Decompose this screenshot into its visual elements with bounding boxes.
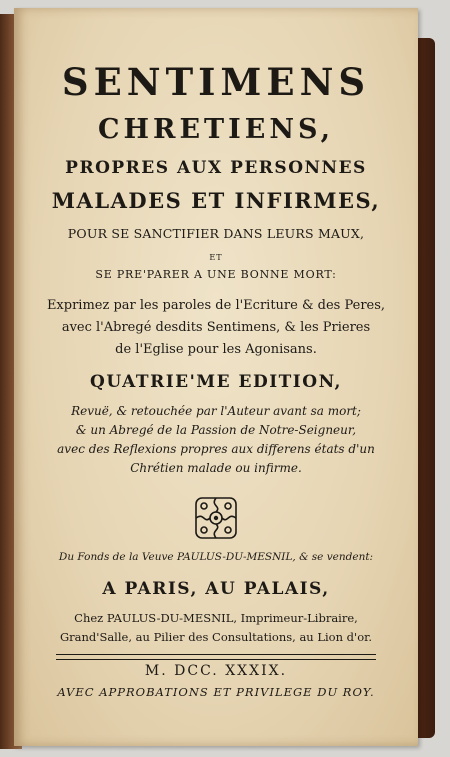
floral-ornament-icon: [192, 494, 240, 542]
title-malades: MALADES ET INFIRMES,: [51, 188, 381, 213]
title-pour: POUR SE SANCTIFIER DANS LEURS MAUX,: [67, 226, 365, 241]
title-preparer: SE PRE'PARER A UNE BONNE MORT:: [95, 268, 337, 281]
description-line-3: de l'Eglise pour les Agonisans.: [115, 342, 317, 357]
paris-line: A PARIS, AU PALAIS,: [102, 579, 330, 599]
approbations-line: AVEC APPROBATIONS ET PRIVILEGE DU ROY.: [57, 685, 375, 699]
description-line-1: Exprimez par les paroles de l'Ecriture & des Peres,: [46, 298, 386, 313]
title-propres: PROPRES AUX PERSONNES: [65, 158, 367, 178]
year-line: M. DCC. XXXIX.: [144, 663, 288, 679]
address-line: Grand'Salle, au Pilier des Consultations, au Lion d'or.: [59, 630, 373, 644]
fonds-line: Du Fonds de la Veuve PAULUS-DU-MESNIL, & se vendent:: [58, 551, 374, 563]
title-et: ET: [209, 253, 223, 262]
title-chretiens: CHRETIENS,: [98, 114, 334, 145]
title-sentimens: SENTIMENS: [61, 60, 371, 104]
title-page: [14, 8, 418, 746]
double-rule-divider: [56, 654, 376, 660]
description-line-2: avec l'Abregé desdits Sentimens, & les Prieres: [61, 320, 371, 335]
italic-line-4: Chrétien malade ou infirme.: [130, 461, 302, 475]
edition-line: QUATRIE'ME EDITION,: [90, 372, 342, 392]
italic-line-1: Revuë, & retouchée par l'Auteur avant sa mort;: [71, 404, 361, 418]
italic-line-2: & un Abregé de la Passion de Notre-Seigneur,: [75, 423, 357, 437]
publisher-line: Chez PAULUS-DU-MESNIL, Imprimeur-Libraire,: [74, 611, 358, 625]
italic-line-3: avec des Reflexions propres aux differens états d'un: [57, 442, 375, 456]
